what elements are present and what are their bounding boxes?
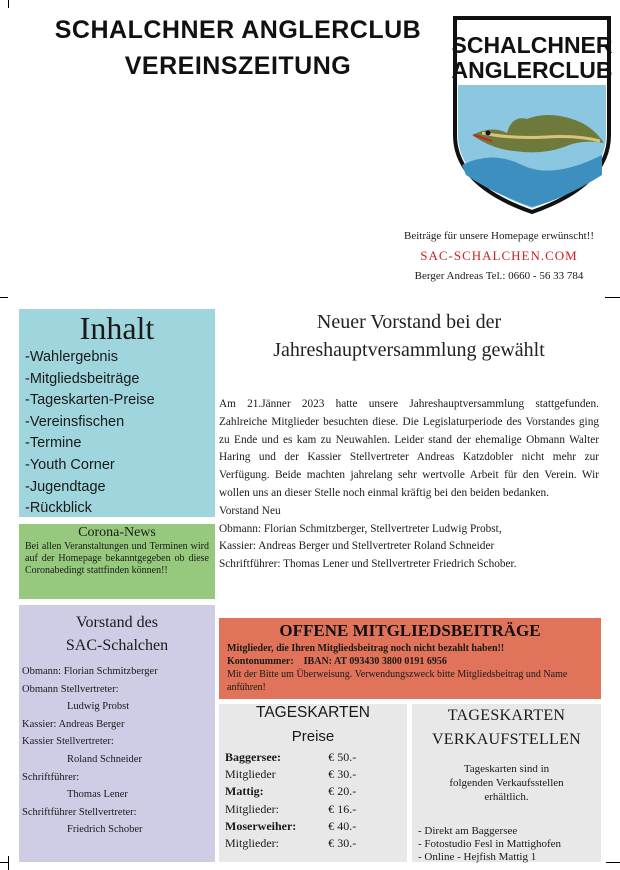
price-row (225, 783, 407, 800)
corona-news-box (19, 524, 215, 599)
open-fees-box (219, 618, 601, 699)
corona-news-text: Bei allen Veranstaltungen und Terminen wird auf der Homepage bekanntgegeben ob diese Coronabedingt stattfinden können!! (25, 541, 209, 576)
crop-mark (605, 297, 620, 298)
board-member-row: Obmann Stellvertreter: (22, 683, 119, 695)
ticket-price: € 30.- (328, 767, 357, 782)
day-ticket-prices-box (219, 704, 407, 862)
board-title (19, 605, 215, 657)
board-title-line-2: SAC-Schalchen (65, 637, 169, 654)
ticket-label: Mitglieder (225, 767, 276, 782)
crop-mark (8, 856, 9, 870)
club-logo (452, 15, 612, 215)
price-row (225, 766, 407, 783)
contact-phone: Berger Andreas Tel.: 0660 - 56 33 784 (414, 270, 584, 282)
transfer-note: Mit der Bitte um Überweisung. Verwendungszweck bitte Mitgliedsbeitrag und Name anführen! (227, 669, 568, 693)
board-member-row: Kassier: Andreas Berger (22, 718, 125, 730)
article-headline-line-1: Neuer Vorstand bei der (316, 311, 502, 333)
board-box (19, 605, 215, 862)
ticket-price: € 20.- (328, 784, 357, 799)
sales-point-item: - Fotostudio Fesl in Mattighofen (418, 838, 561, 850)
contents-item: -Rückblick (25, 500, 92, 517)
sales-point-item: - Direkt am Baggersee (418, 825, 518, 837)
logo-text-line-1: SCHALCHNER (452, 32, 612, 58)
main-article (219, 308, 599, 574)
article-paragraph: Am 21.Jänner 2023 hatte unsere Jahreshauptversammlung stattgefunden. Zahlreiche Mitglieder besuchten diese. Die Legislaturperiode des Vorstandes ging zu Ende und es kam zu Neuwahlen. Leider stand der ehemalige Obmann Walter Haring und der Kassier Stellvertreter Andreas Katzdobler nicht mehr zur Verfügung. Beide machten jahrelang sehr wertvolle Arbeit für den Verein. Wir wollen uns an dieser Stelle noch einmal kräftig bei den beiden bedanken. (219, 398, 599, 499)
newspaper-title (0, 12, 476, 84)
crop-mark (606, 862, 620, 863)
board-member-row: Schriftführer: (22, 771, 80, 783)
title-line-2: VEREINSZEITUNG (124, 52, 352, 80)
contents-box (19, 309, 215, 517)
corona-news-title: Corona-News (78, 525, 156, 540)
crop-mark (0, 862, 8, 863)
ticket-price: € 50.- (328, 750, 357, 765)
article-headline (219, 308, 599, 364)
account-number: Kontonummer: IBAN: AT 093430 3800 0191 6956 (227, 656, 447, 667)
board-member-row: Roland Schneider (67, 753, 142, 765)
board-member-row: Obmann: Florian Schmitzberger (22, 666, 158, 677)
contact-block (380, 228, 618, 284)
ticket-label: Baggersee: (225, 750, 281, 765)
contents-item: -Vereinsfischen (25, 413, 125, 430)
ticket-price: € 16.- (328, 801, 357, 816)
board-member-row: Kassier Stellvertreter: (22, 736, 114, 748)
ticket-price: € 30.- (328, 836, 357, 851)
board-member-row: Ludwig Probst (67, 701, 130, 713)
article-paragraph: Schriftführer: Thomas Lener und Stellvertreter Friedrich Schober. (219, 558, 517, 571)
price-table (225, 749, 407, 852)
prices-title: TAGESKARTEN (256, 704, 370, 721)
logo-text-line-2: ANGLERCLUB (452, 57, 612, 83)
price-row (225, 801, 407, 818)
article-paragraph: Vorstand Neu (219, 504, 281, 517)
board-member-row: Schriftführer Stellvertreter: (22, 806, 137, 818)
sales-points-title (412, 704, 601, 752)
sales-point-item: - Online - Hejfish Mattig 1 (418, 851, 537, 863)
sales-points-title-line-2: VERKAUFSTELLEN (431, 731, 582, 748)
contents-item: -Mitgliedsbeiträge (25, 370, 140, 387)
contents-title: Inhalt (79, 310, 155, 346)
article-paragraph: Obmann: Florian Schmitzberger, Stellvertreter Ludwig Probst, (219, 522, 502, 535)
crop-mark (8, 0, 9, 8)
contents-item: -Tageskarten-Preise (25, 392, 155, 409)
article-paragraph: Kassier: Andreas Berger und Stellvertreter Roland Schneider (219, 540, 495, 553)
article-headline-line-2: Jahreshauptversammlung gewählt (273, 339, 545, 361)
contribution-note: Beiträge für unsere Homepage erwünscht!! (404, 230, 594, 242)
ticket-label: Moserweiher: (225, 818, 297, 833)
sales-points-box (412, 704, 601, 862)
prices-subtitle: Preise (291, 728, 335, 745)
ticket-price: € 40.- (328, 818, 357, 833)
board-title-line-1: Vorstand des (76, 614, 158, 631)
contents-item: -Termine (25, 435, 82, 452)
contents-item: -Jugendtage (25, 478, 106, 495)
price-row (225, 818, 407, 835)
board-member-row: Friedrich Schober (67, 824, 143, 836)
open-fees-title: OFFENE MITGLIEDSBEITRÄGE (279, 621, 541, 640)
title-line-1: SCHALCHNER ANGLERCLUB (54, 16, 422, 44)
website-link[interactable]: SAC-SCHALCHEN.COM (420, 248, 578, 263)
contents-item: -Youth Corner (25, 456, 115, 473)
crop-mark (0, 297, 8, 298)
price-row (225, 749, 407, 766)
contents-item: -Wahlergebnis (25, 349, 118, 365)
board-member-row: Thomas Lener (67, 789, 128, 801)
ticket-label: Mattig: (225, 784, 264, 799)
sales-points-intro: Tageskarten sind in folgenden Verkaufsstellen erhältlich. (449, 763, 564, 803)
price-row (225, 835, 407, 852)
sales-points-title-line-1: TAGESKARTEN (447, 707, 566, 724)
ticket-label: Mitglieder: (225, 836, 279, 851)
open-fees-notice: Mitglieder, die Ihren Mitgliedsbeitrag noch nicht bezahlt haben!! (227, 643, 505, 654)
ticket-label: Mitglieder: (225, 801, 279, 816)
